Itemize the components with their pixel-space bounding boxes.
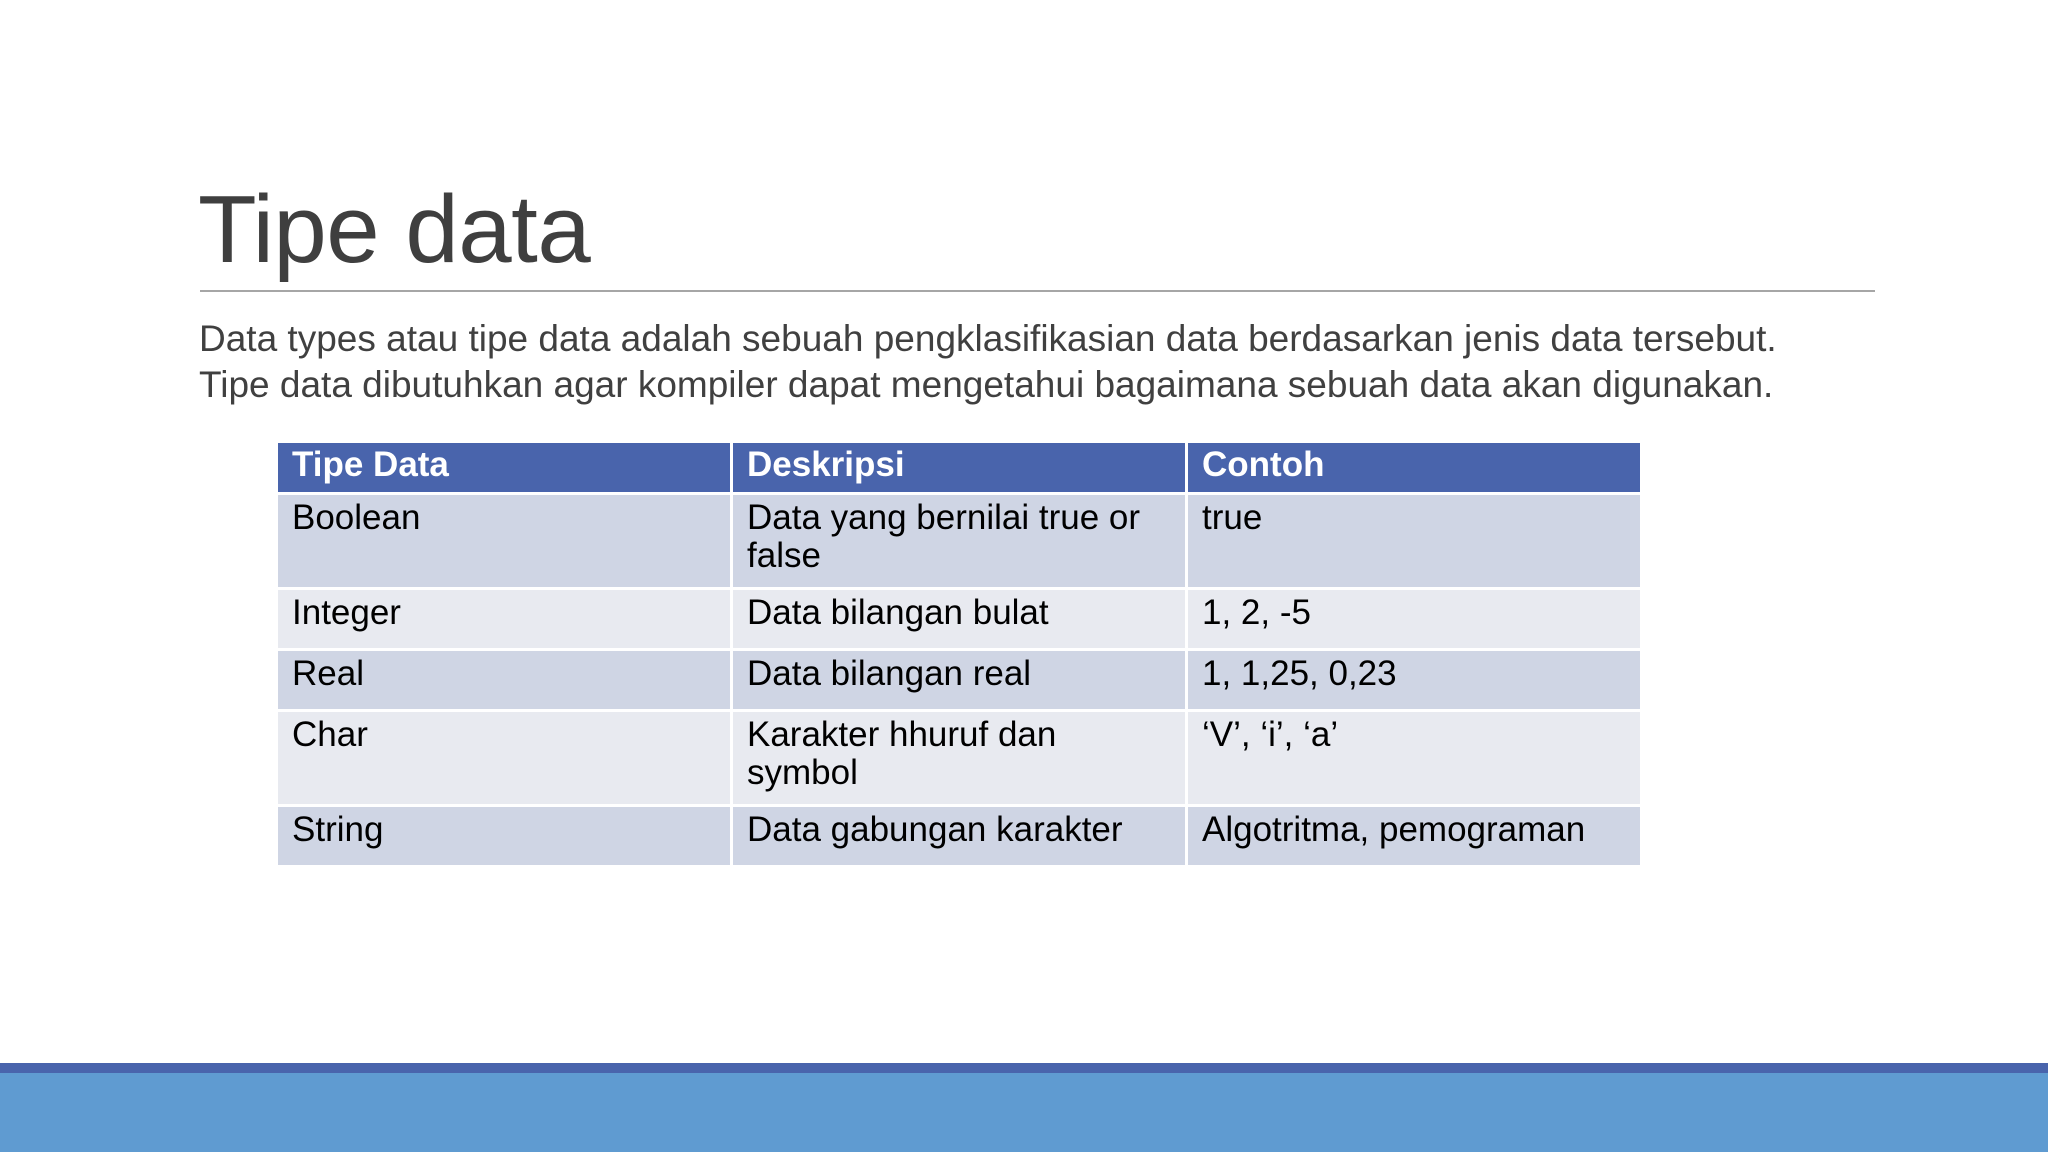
cell-example: true xyxy=(1187,494,1642,589)
cell-description: Data bilangan bulat xyxy=(732,589,1187,650)
table-row xyxy=(277,806,1642,867)
cell-type: String xyxy=(277,806,732,867)
slide-body xyxy=(199,316,1919,408)
footer-accent-line xyxy=(0,1063,2048,1073)
table xyxy=(275,440,1643,868)
cell-example: 1, 2, -5 xyxy=(1187,589,1642,650)
footer-bar xyxy=(0,1073,2048,1152)
table-row xyxy=(277,494,1642,589)
header-tipe-data: Tipe Data xyxy=(277,442,732,494)
data-types-table xyxy=(275,440,1640,868)
cell-description: Data bilangan real xyxy=(732,650,1187,711)
table-header-row xyxy=(277,442,1642,494)
cell-description: Data gabungan karakter xyxy=(732,806,1187,867)
table-row xyxy=(277,711,1642,806)
body-line-2: Tipe data dibutuhkan agar kompiler dapat mengetahui bagaimana sebuah data akan digunakan. xyxy=(199,364,1774,405)
header-deskripsi: Deskripsi xyxy=(732,442,1187,494)
title-divider xyxy=(200,290,1875,292)
table-row xyxy=(277,589,1642,650)
cell-type: Integer xyxy=(277,589,732,650)
cell-example: 1, 1,25, 0,23 xyxy=(1187,650,1642,711)
table-row xyxy=(277,650,1642,711)
cell-description: Data yang bernilai true or false xyxy=(732,494,1187,589)
cell-example: Algotritma, pemograman xyxy=(1187,806,1642,867)
slide-title: Tipe data xyxy=(198,176,591,283)
body-line-1: Data types atau tipe data adalah sebuah pengklasifikasian data berdasarkan jenis data tersebut. xyxy=(199,318,1777,359)
cell-type: Boolean xyxy=(277,494,732,589)
header-contoh: Contoh xyxy=(1187,442,1642,494)
cell-description: Karakter hhuruf dan symbol xyxy=(732,711,1187,806)
cell-type: Char xyxy=(277,711,732,806)
cell-type: Real xyxy=(277,650,732,711)
cell-example: ‘V’, ‘i’, ‘a’ xyxy=(1187,711,1642,806)
